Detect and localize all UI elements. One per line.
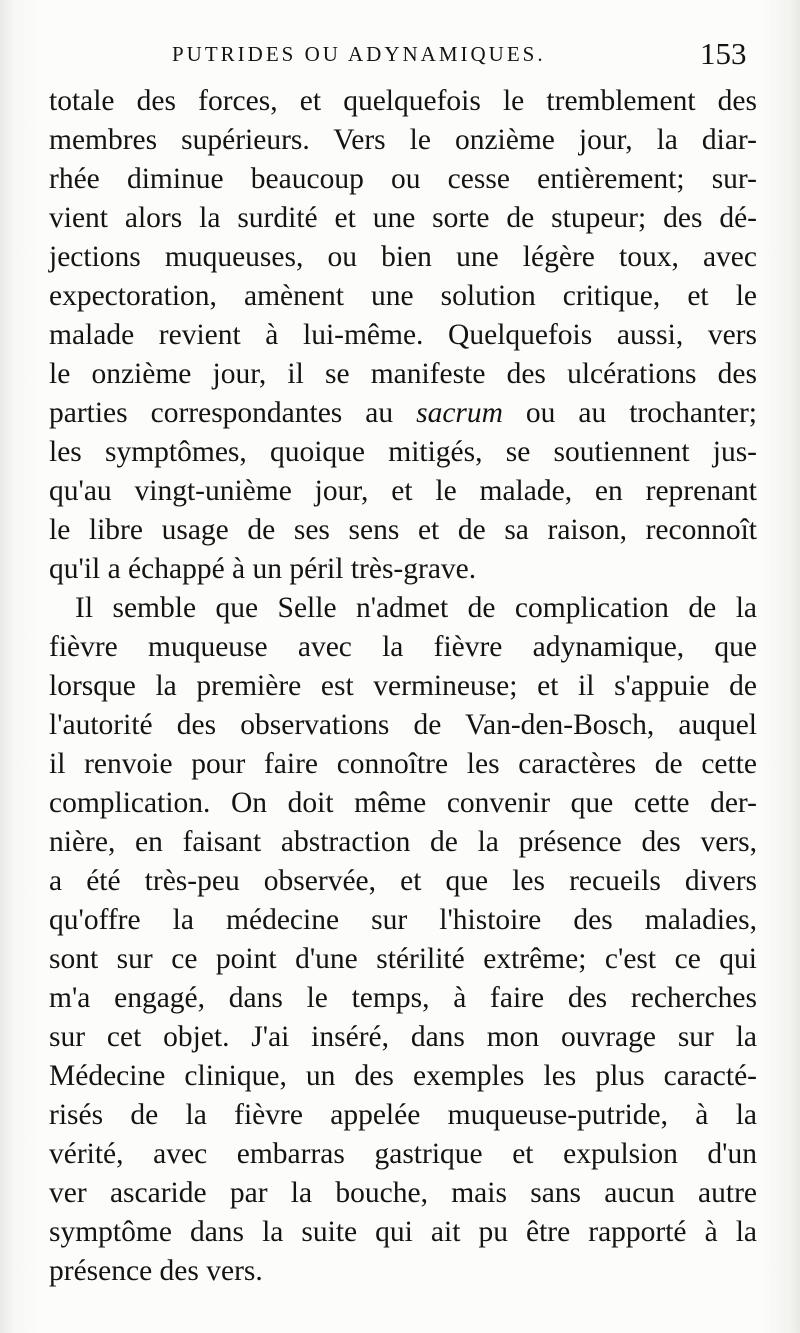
text-line: le onzième jour, il se manifeste des ulcérations des [49, 358, 757, 390]
running-title: PUTRIDES OU ADYNAMIQUES. [172, 42, 546, 66]
text-line: malade revient à lui-même. Quelquefois aussi, vers [49, 319, 757, 351]
text-line: a été très-peu observée, et que les recueils divers [49, 865, 757, 897]
text-line: fièvre muqueuse avec la fièvre adynamique, que [49, 631, 757, 663]
text-line: l'autorité des observations de Van-den-Bosch, auquel [49, 709, 757, 741]
text-line: ver ascaride par la bouche, mais sans aucun autre [49, 1177, 757, 1209]
italic-term: sacrum [416, 397, 503, 429]
text-line: qu'au vingt-unième jour, et le malade, en reprenant [49, 475, 757, 507]
text-line: sont sur ce point d'une stérilité extrême; c'est ce qui [49, 943, 757, 975]
text-line: sur cet objet. J'ai inséré, dans mon ouvrage sur la [49, 1021, 757, 1053]
text-line: complication. On doit même convenir que cette der- [49, 787, 757, 819]
text-line [49, 394, 757, 432]
text-line: jections muqueuses, ou bien une légère toux, avec [49, 241, 757, 273]
text-line: expectoration, amènent une solution critique, et le [49, 280, 757, 312]
text-line: m'a engagé, dans le temps, à faire des recherches [49, 982, 757, 1014]
text-line: vérité, avec embarras gastrique et expulsion d'un [49, 1138, 757, 1170]
text-line: qu'il a échappé à un péril très-grave. [49, 553, 477, 585]
text-line: Médecine clinique, un des exemples les plus caracté- [49, 1060, 757, 1092]
page-number: 153 [700, 36, 747, 71]
text-line: risés de la fièvre appelée muqueuse-putride, à la [49, 1099, 757, 1131]
text-line: totale des forces, et quelquefois le tremblement des [49, 85, 757, 117]
text-segment: ou au trochanter; [502, 397, 757, 429]
text-line: nière, en faisant abstraction de la présence des vers, [49, 826, 757, 858]
text-line: qu'offre la médecine sur l'histoire des maladies, [49, 904, 757, 936]
text-line: vient alors la surdité et une sorte de stupeur; des dé- [49, 202, 757, 234]
running-head [0, 36, 800, 76]
text-segment: parties correspondantes au [49, 397, 417, 429]
text-line: rhée diminue beaucoup ou cesse entièrement; sur- [49, 163, 757, 195]
text-line: le libre usage de ses sens et de sa raison, reconnoît [49, 514, 757, 546]
text-line: les symptômes, quoique mitigés, se soutiennent jus- [49, 436, 757, 468]
text-line: symptôme dans la suite qui ait pu être rapporté à la [49, 1216, 757, 1248]
text-line: membres supérieurs. Vers le onzième jour, la diar- [49, 124, 757, 156]
text-line: présence des vers. [49, 1255, 263, 1287]
text-line: lorsque la première est vermineuse; et il s'appuie de [49, 670, 757, 702]
text-line: il renvoie pour faire connoître les caractères de cette [49, 748, 757, 780]
text-line: Il semble que Selle n'admet de complication de la [75, 592, 757, 624]
